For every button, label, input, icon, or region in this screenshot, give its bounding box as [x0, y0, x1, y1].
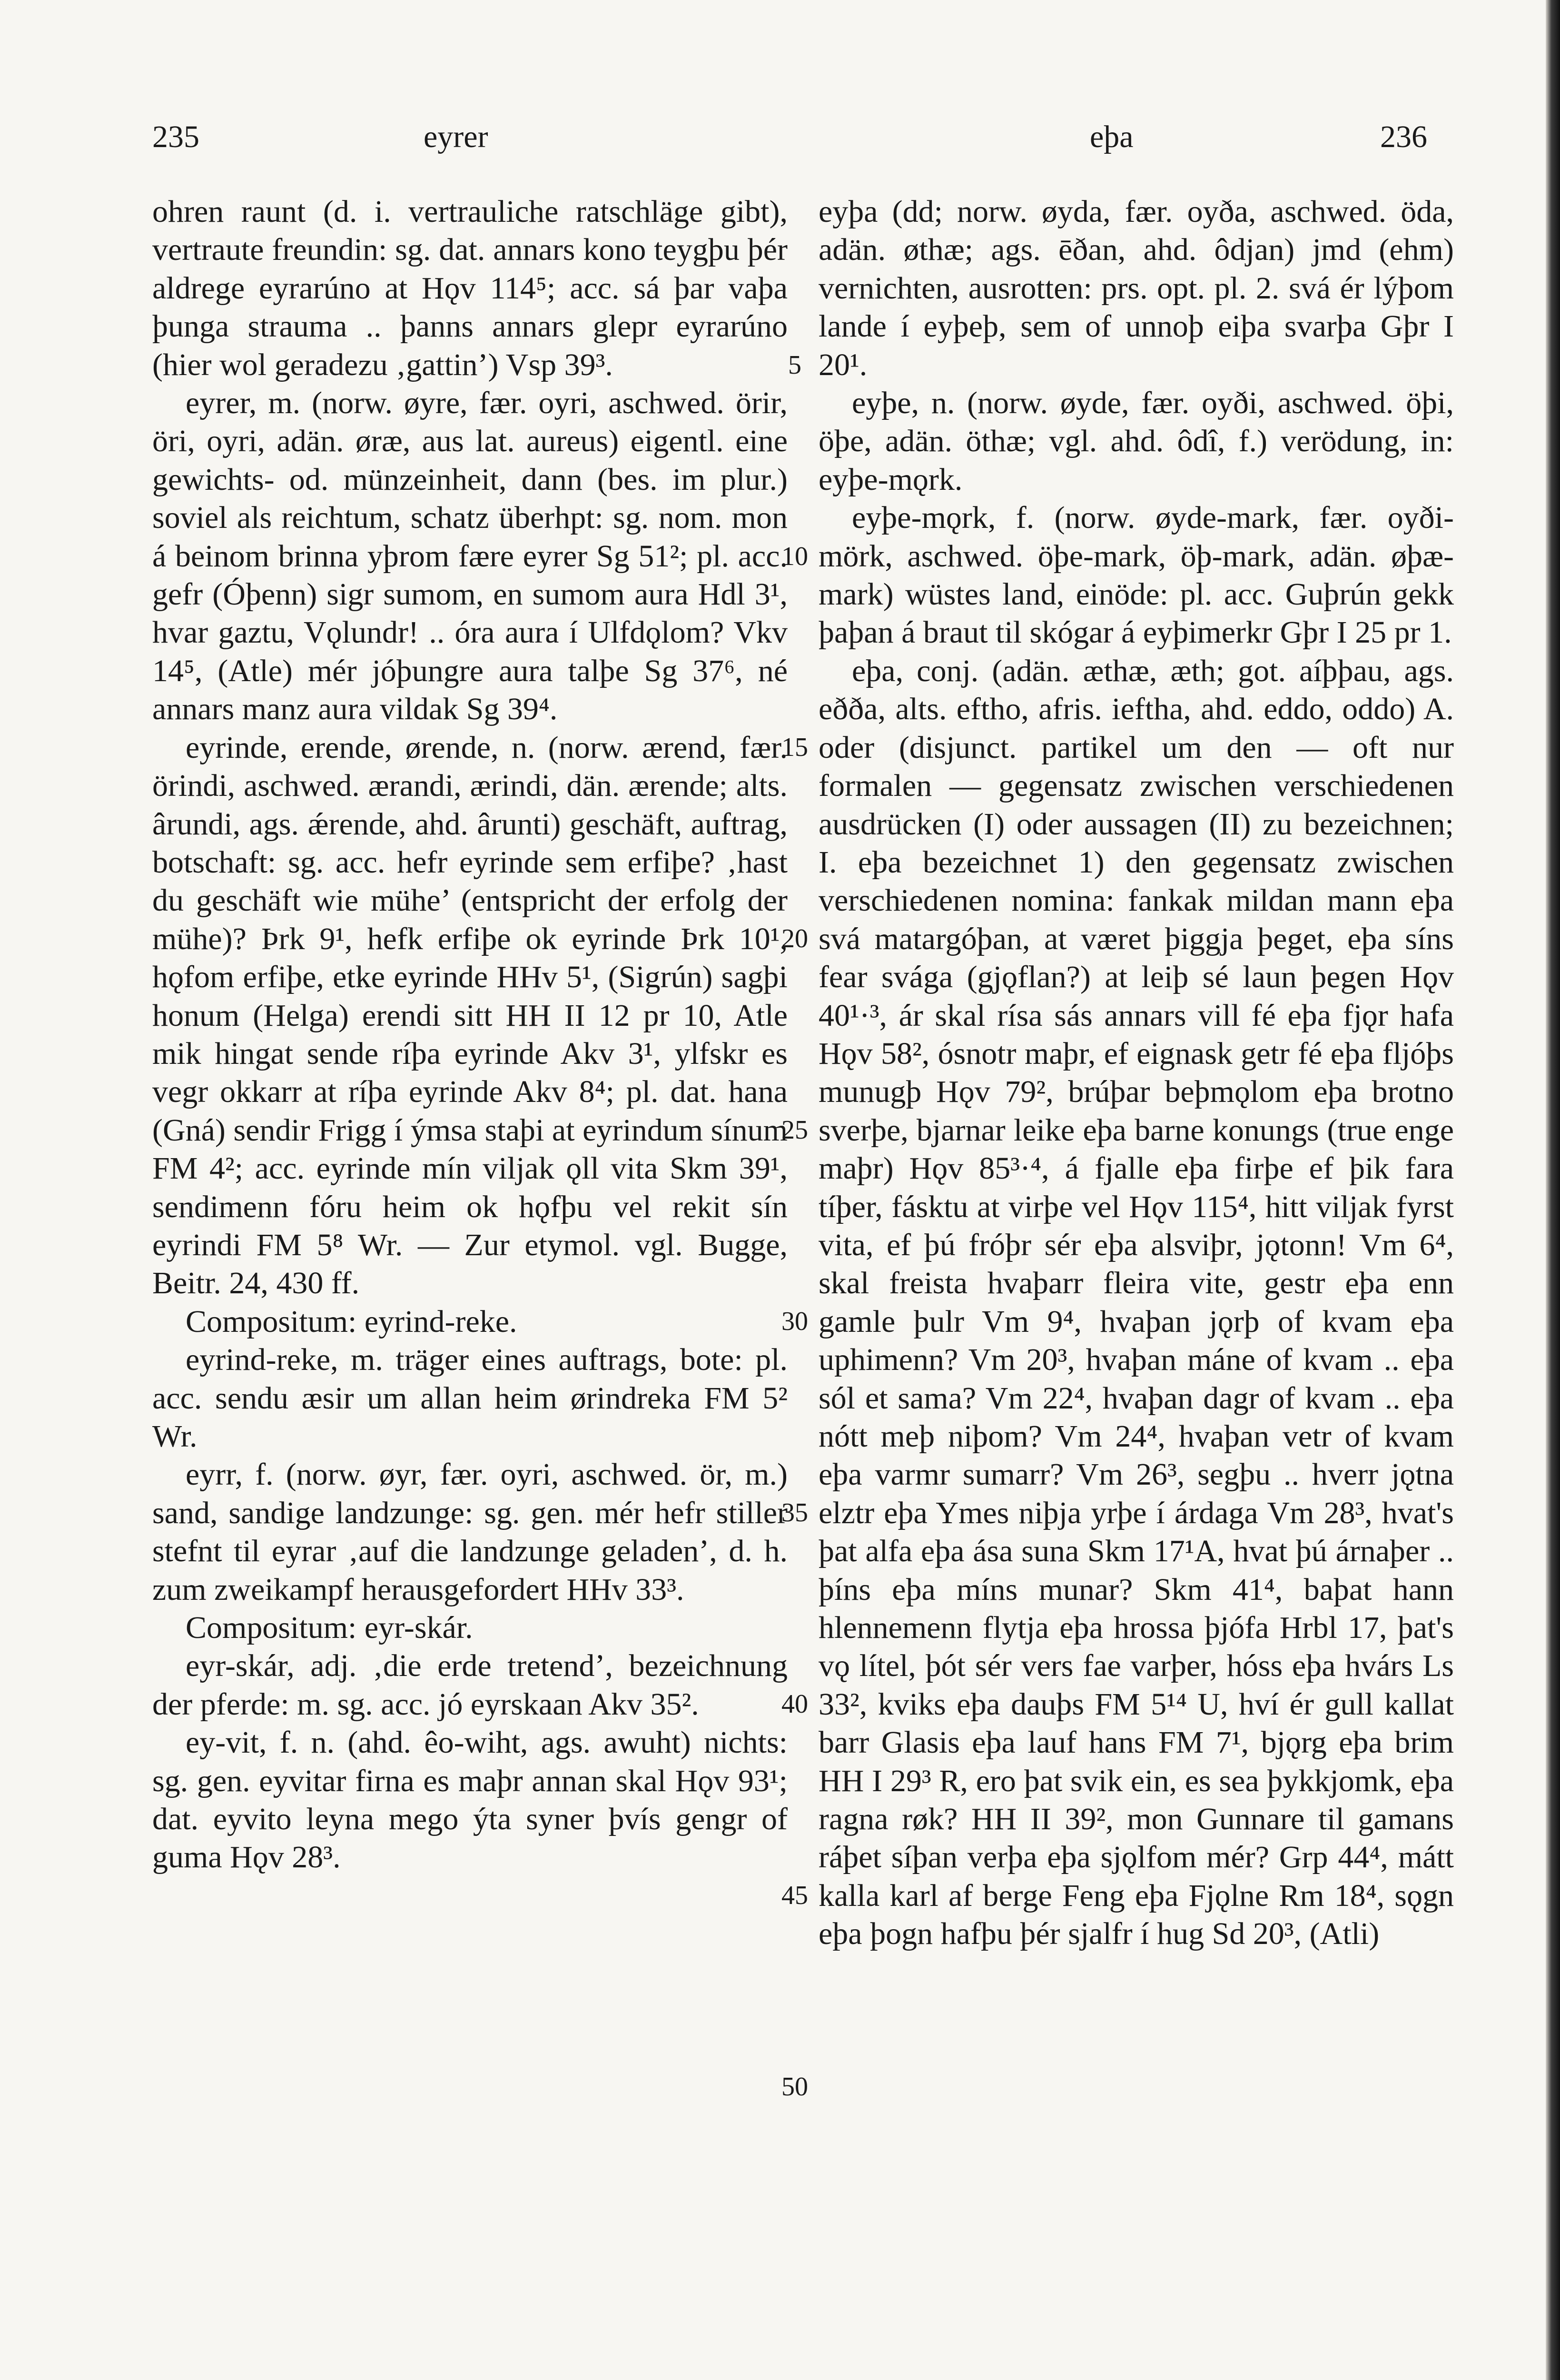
entry-ey-vit: ey-vit, f. n. (ahd. êo-wiht, ags. awuht) nichts: sg. gen. eyvitar firna es maþr annan skal Hǫv 93¹; dat. eyvito leyna mego ýta syner þvís gengr of guma Hǫv 28³. — [152, 1725, 788, 1875]
running-headword-right: eþa — [1090, 119, 1134, 154]
line-number: 10 — [781, 541, 808, 571]
entry-eythe-mork: eyþe-mǫrk, f. (norw. øyde-mark, fær. oyði-mörk, aschwed. öþe-mark, öþ-mark, adän. øþæ-mark) wüstes land, einöde: pl. acc. Guþrún gekk þaþan á braut til skógar á eyþimerkr Gþr I 25 pr 1. — [819, 500, 1454, 650]
page-number-left: 235 — [152, 119, 199, 154]
left-column — [152, 193, 788, 1877]
line-number: 25 — [781, 1115, 808, 1145]
right-column — [819, 193, 1454, 1954]
line-number: 15 — [781, 733, 808, 763]
entry-eyrr: eyrr, f. (norw. øyr, fær. oyri, aschwed. ör, m.) sand, sandige landzunge: sg. gen. mér hefr stiller stefnt til eyrar ‚auf die landzunge geladen’, d. h. zum zweikampf herausgefordert HHv 33³. — [152, 1457, 788, 1607]
line-number: 20 — [781, 924, 808, 954]
page-number-right: 236 — [1380, 119, 1427, 154]
line-number: 35 — [781, 1498, 808, 1528]
entry-eyr-skar: eyr-skár, adj. ‚die erde tretend’, bezeichnung der pferde: m. sg. acc. jó eyrskaan Akv 35². — [152, 1648, 788, 1722]
running-header — [0, 119, 1560, 171]
line-number: 45 — [781, 1881, 808, 1911]
entry-eytha: eyþa (dd; norw. øyda, fær. oyða, aschwed. öda, adän. øthæ; ags. ēðan, ahd. ôdjan) jmd (ehm) vernichten, ausrotten: prs. opt. pl. 2. svá ér lýþom lande í eyþeþ, sem of unnoþ eiþa svarþa Gþr I 20¹. — [819, 194, 1454, 382]
line-number: 30 — [781, 1307, 808, 1337]
line-number: 5 — [788, 350, 801, 380]
page-edge-shadow — [1546, 0, 1560, 2380]
compositum-eyrinde: Compositum: eyrind-reke. — [186, 1304, 517, 1339]
compositum-eyrr: Compositum: eyr-skár. — [186, 1610, 473, 1646]
entry-eyrer: eyrer, m. (norw. øyre, fær. oyri, aschwed. örir, öri, oyri, adän. øræ, aus lat. aureus) eigentl. eine gewichts- od. münzeinheit, dann (bes. im plur.) soviel als reichtum, schatz überhpt: sg. nom. mon á beinom brinna yþrom fære eyrer Sg 51²; pl. acc. gefr (Óþenn) sigr sumom, en sumom aura Hdl 3¹, hvar gaztu, Vǫlundr! .. óra aura í Ulfdǫlom? Vkv 14⁵, (Atle) mér jóþungre aura talþe Sg 37⁶, né annars manz aura vildak Sg 39⁴. — [152, 386, 788, 727]
running-headword-left: eyrer — [424, 119, 488, 154]
line-number-gutter — [776, 193, 814, 2106]
entry-continuation: ohren raunt (d. i. vertrauliche ratschläge gibt), vertraute freundin: sg. dat. annars kono teygþu þér aldrege eyrarúno at Hǫv 114⁵; acc. sá þar vaþa þunga strauma .. þanns annars glepr eyrarúno (hier wol geradezu ‚gattin’) Vsp 39³. — [152, 194, 788, 382]
entry-etha: eþa, conj. (adän. æthæ, æth; got. aíþþau, ags. eðða, alts. eftho, afris. iefthа, ahd. eddo, oddo) A. oder (disjunct. partikel um den — oft nur formalen — gegensatz zwischen verschiedenen ausdrücken (I) oder aussagen (II) zu bezeichnen; I. eþa bezeichnet 1) den gegensatz zwischen verschiedenen nomina: fankak mildan mann eþa svá matargóþan, at været þiggja þeget, eþa síns fear svága (gjǫflan?) at leiþ sé laun þegen Hǫv 40¹·³, ár skal rísa sás annars vill fé eþa fjǫr hafa Hǫv 58², ósnotr maþr, ef eignask getr fé eþa fljóþs munugþ Hǫv 79², brúþar beþmǫlom eþa brotno sverþe, bjarnar leike eþa barne konungs (true enge maþr) Hǫv 85³·⁴, á fjalle eþa firþe ef þik fara tíþer, fásktu at virþe vel Hǫv 115⁴, hitt viljak fyrst vita, ef þú fróþr sér eþa alsviþr, jǫtonn! Vm 6⁴, skal freista hvaþarr fleira vite, gestr eþa enn gamle þulr Vm 9⁴, hvaþan jǫrþ of kvam eþa uphimenn? Vm 20³, hvaþan máne of kvam .. eþa sól et sama? Vm 22⁴, hvaþan dagr of kvam .. eþa nótt meþ niþom? Vm 24⁴, hvaþan vetr of kvam eþa varmr sumarr? Vm 26³, segþu .. hverr jǫtna elztr eþa Ymes niþja yrþe í árdaga Vm 28³, hvat's þat alfa eþa ása suna Skm 17¹A, hvat þú árnaþer .. þíns eþa míns munar? Skm 41⁴, baþat hann hlennemenn flytja eþa hrossa þjófa Hrbl 17, þat's vǫ lítel, þót sér vers fae varþer, hóss eþa hvárs Ls 33², kviks eþa dauþs FM 5¹⁴ U, hví ér gull kallat barr Glasis eþa lauf hans FM 7¹, bjǫrg eþa brim HH I 29³ R, ero þat svik ein, es sea þykkjomk, eþa ragna røk? HH II 39², mon Gunnare til gamans ráþet síþan verþa eþa sjǫlfom mér? Grp 44⁴, mátt kalla karl af berge Feng eþa Fjǫlne Rm 18⁴, sǫgn eþa þogn hafþu þér sjalfr í hug Sd 20³, (Atli) — [819, 653, 1454, 1952]
entry-eythe: eyþe, n. (norw. øyde, fær. oyði, aschwed. öþi, öþe, adän. öthæ; vgl. ahd. ôdî, f.) verödung, in: eyþe-mǫrk. — [819, 386, 1454, 497]
line-number: 50 — [781, 2072, 808, 2102]
line-number: 40 — [781, 1689, 808, 1719]
entry-eyrinde: eyrinde, erende, ørende, n. (norw. ærend, fær. örindi, aschwed. ærandi, ærindi, dän. ærende; alts. ârundi, ags. ǽrende, ahd. ârunti) geschäft, auftrag, botschaft: sg. acc. hefr eyrinde sem erfiþe? ‚hast du geschäft wie mühe’ (entspricht der erfolg der mühe)? Þrk 9¹, hefk erfiþe ok eyrinde Þrk 10¹, hǫfom erfiþe, etke eyrinde HHv 5¹, (Sigrún) sagþi honum (Helga) erendi sitt HH II 12 pr 10, Atle mik hingat sende ríþa eyrinde Akv 3¹, ylfskr es vegr okkarr at ríþa eyrinde Akv 8⁴; pl. dat. hana (Gná) sendir Frigg í ýmsa staþi at eyrindum sínum FM 4²; acc. eyrinde mín viljak ǫll vita Skm 39¹, sendimenn fóru heim ok hǫfþu vel rekit sín eyrindi FM 5⁸ Wr. — Zur etymol. vgl. Bugge, Beitr. 24, 430 ff. — [152, 730, 788, 1301]
entry-eyrind-reke: eyrind-reke, m. träger eines auftrags, bote: pl. acc. sendu æsir um allan heim ørindreka FM 5² Wr. — [152, 1342, 788, 1454]
